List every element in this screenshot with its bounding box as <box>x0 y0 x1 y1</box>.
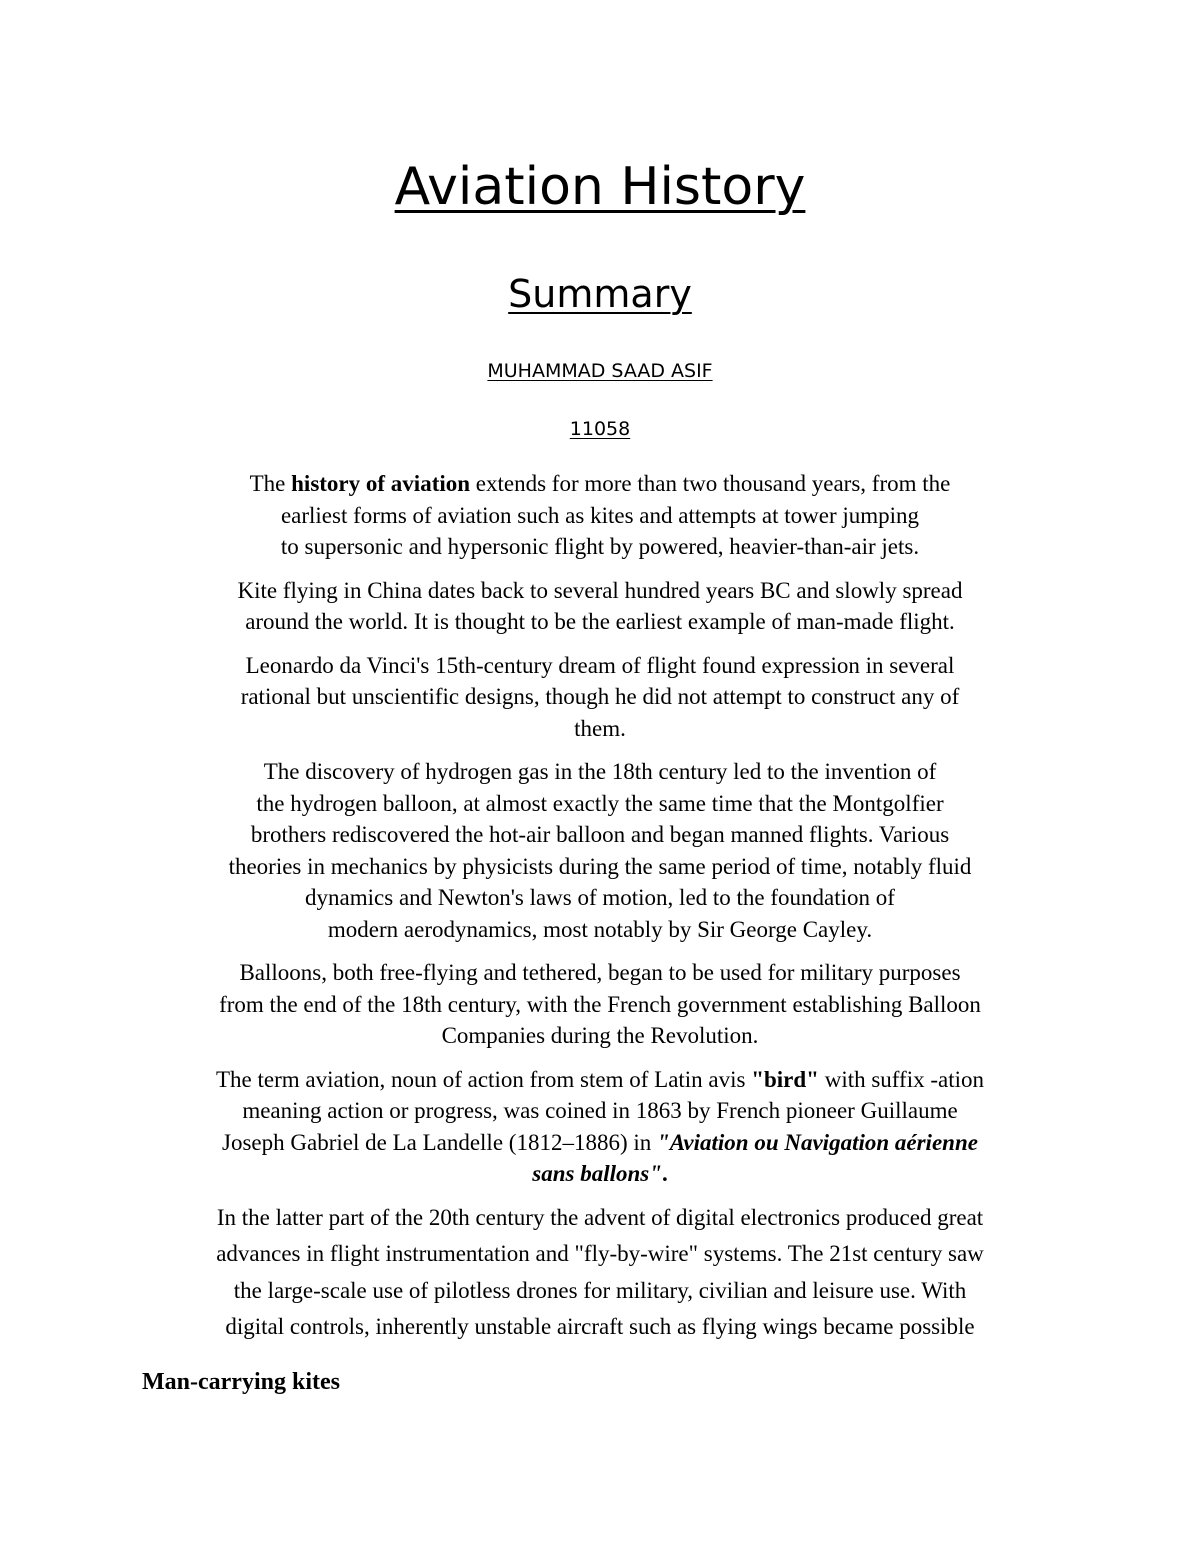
paragraph-term-aviation <box>130 1064 1070 1190</box>
text-line: brothers rediscovered the hot-air balloon and began manned flights. Various <box>250 822 950 847</box>
id-number: 11058 <box>569 418 631 440</box>
text-line: rational but unscientific designs, though he did not attempt to construct any of <box>240 684 960 709</box>
book-title: sans ballons" <box>532 1161 662 1186</box>
text-line: advances in flight instrumentation and "fly-by-wire" systems. The 21st century saw <box>216 1241 984 1266</box>
text-line: The discovery of hydrogen gas in the 18th century led to the invention of <box>263 759 937 784</box>
text-line: Leonardo da Vinci's 15th-century dream of flight found expression in several <box>245 652 955 678</box>
text-line: earliest forms of aviation such as kites and attempts at tower jumping <box>280 502 920 528</box>
book-title: "Aviation ou Navigation aérienne <box>657 1129 978 1155</box>
text-line: the large-scale use of pilotless drones for military, civilian and leisure use. With <box>233 1277 967 1303</box>
text-line: to supersonic and hypersonic flight by powered, heavier-than-air jets. <box>280 534 920 559</box>
text-line: them. <box>574 715 626 741</box>
text-line: dynamics and Newton's laws of motion, led to the foundation of <box>305 885 895 910</box>
text-run: The term aviation, noun of action from stem of Latin avis <box>215 1066 752 1092</box>
text-line <box>130 1158 1070 1190</box>
bold-punctuation: . <box>661 1161 668 1186</box>
text-line <box>130 1127 1070 1159</box>
bold-term: "bird" <box>751 1066 819 1092</box>
text-line: Companies during the Revolution. <box>441 1023 759 1048</box>
text-line: In the latter part of the 20th century the advent of digital electronics produced great <box>216 1204 984 1230</box>
paragraph-hydrogen-balloon <box>130 756 1070 945</box>
paragraph-military-balloons <box>130 957 1070 1052</box>
paragraph-da-vinci <box>130 650 1070 745</box>
author-name: MUHAMMAD SAAD ASIF <box>487 360 713 382</box>
text-line: meaning action or progress, was coined in 1863 by French pioneer Guillaume <box>242 1098 958 1123</box>
document-title: Aviation History <box>394 157 806 217</box>
text-line: around the world. It is thought to be the earliest example of man-made flight. <box>245 609 955 634</box>
paragraph-20th-century <box>130 1200 1070 1346</box>
paragraph-history-intro <box>130 468 1070 563</box>
text-line <box>130 468 1070 500</box>
text-line: from the end of the 18th century, with the French government establishing Balloon <box>219 991 981 1017</box>
text-line: the hydrogen balloon, at almost exactly the same time that the Montgolfier <box>256 790 944 816</box>
bold-term: history of aviation <box>291 471 471 496</box>
text-line <box>130 1064 1070 1096</box>
paragraph-kites-china <box>130 575 1070 638</box>
document-subtitle: Summary <box>508 272 692 316</box>
section-heading: Man-carrying kites <box>142 1369 340 1395</box>
text-run: The <box>249 471 292 496</box>
text-run: Joseph Gabriel de La Landelle (1812–1886) in <box>222 1129 657 1155</box>
text-line: theories in mechanics by physicists during the same period of time, notably fluid <box>228 853 972 879</box>
text-run: extends for more than two thousand years, from the <box>470 471 951 496</box>
document-body <box>130 468 1070 1346</box>
text-run: with suffix -ation <box>818 1066 985 1092</box>
text-line: digital controls, inherently unstable aircraft such as flying wings became possible <box>225 1314 975 1339</box>
text-line: modern aerodynamics, most notably by Sir George Cayley. <box>327 916 873 942</box>
text-line: Kite flying in China dates back to several hundred years BC and slowly spread <box>237 577 963 603</box>
text-line: Balloons, both free-flying and tethered, began to be used for military purposes <box>239 960 961 985</box>
